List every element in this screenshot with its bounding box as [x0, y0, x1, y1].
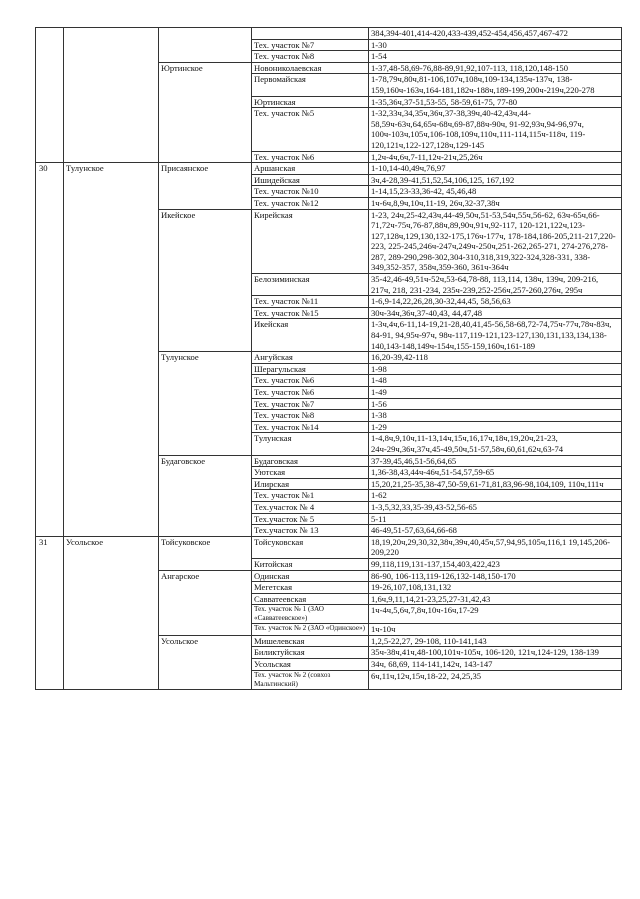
section-name: Ангуйская: [252, 352, 369, 364]
forestry-name: Будаговское: [159, 455, 252, 536]
section-name: Аршанская: [252, 163, 369, 175]
quarters-cell: 1ч-6ч,8,9ч,10ч,11-19, 26ч,32-37,38ч: [369, 197, 622, 209]
quarters-cell: 1-38: [369, 410, 622, 422]
forestry-name: Тулунское: [159, 352, 252, 455]
quarters-cell: 15,20,21,25-35,38-47,50-59,61-71,81,83,96-98,104,109, 110ч,111ч: [369, 478, 622, 490]
section-name: Мишелевская: [252, 635, 369, 647]
forest-district-table: [35, 27, 616, 690]
section-name: Икейская: [252, 319, 369, 352]
section-name: Новониколаевская: [252, 62, 369, 74]
quarters-cell: 1-29: [369, 421, 622, 433]
section-name: Тех. участок №15: [252, 307, 369, 319]
quarters-cell: 1-23, 24ч,25-42,43ч,44-49,50ч,51-53,54ч,55ч,56-62, 63ч-65ч,66-71,72ч-75ч,76-87,88ч,89,90ч,91ч,92-117, 120-121,122ч,123-127,128ч,129,130,132-175,176ч-177ч, 178-184,186-205,211-217,220-223, 225-245,246ч-247ч,249ч-250ч,251-262,265-271, 274-276,278-287, 289-290,298-302,304-310,318,319,322-324,328-331, 338-349,352-357, 358ч,359-360, 361ч-364ч: [369, 209, 622, 274]
quarters-cell: 1-78,79ч,80ч,81-106,107ч,108ч,109-134,135ч-137ч, 138-159,160ч-163ч,164-181,182ч-188ч,189-199,200ч-219ч,220-278: [369, 74, 622, 96]
section-name: Тех. участок № 1 (ЗАО «Савватеевское»): [252, 605, 369, 624]
section-name: Тех. участок №1: [252, 490, 369, 502]
quarters-cell: 19-26,107,108,131,132: [369, 582, 622, 594]
quarters-cell: 1-6,9-14,22,26,28,30-32,44,45, 58,56,63: [369, 296, 622, 308]
quarters-cell: 1,2,5-22,27, 29-108, 110-141,143: [369, 635, 622, 647]
quarters-cell: 1-32,33ч,34,35ч,36ч,37-38,39ч,40-42,43ч,44-58,59ч-63ч,64,65ч-68ч,69-87,88ч-90ч, 91-92,93ч,94-96,97ч, 100ч-103ч,105ч,106-108,109ч,110ч,111-114,115ч-118ч, 119-120,121ч,122-127,128ч,129-145: [369, 108, 622, 151]
section-name: Тех. участок №7: [252, 398, 369, 410]
section-name: Тулунская: [252, 433, 369, 455]
quarters-cell: 1,6ч,9,11,14,21-23,25,27-31,42,43: [369, 593, 622, 605]
table-body: [36, 28, 622, 690]
section-name: Китойская: [252, 558, 369, 570]
quarters-cell: 1,2ч-4ч,6ч,7-11,12ч-21ч,25,26ч: [369, 151, 622, 163]
quarters-cell: 1-30: [369, 39, 622, 51]
section-name: Тех. участок №6: [252, 151, 369, 163]
quarters-cell: 1-3ч,4ч,6-11,14-19,21-28,40,41,45-56,58-68,72-74,75ч-77ч,78ч-83ч, 84-91, 94,95ч-97ч, 98ч-117,119-121,123-127,130,131,133,134,138-140,143-148,149ч-154ч,155-159,160ч,161-189: [369, 319, 622, 352]
quarters-cell: 1-56: [369, 398, 622, 410]
quarters-cell: 1-3,5,32,33,35-39,43-52,56-65: [369, 501, 622, 513]
district-name: [64, 28, 159, 163]
section-name: Ишидейская: [252, 174, 369, 186]
quarters-cell: 1-35,36ч,37-51,53-55, 58-59,61-75, 77-80: [369, 96, 622, 108]
section-name: Шерагульская: [252, 363, 369, 375]
quarters-cell: 18,19,20ч,29,30,32,38ч,39ч,40,45ч,57,94,95,105ч,116,1 19,145,206-209,220: [369, 536, 622, 558]
section-name: Тех.участок № 13: [252, 525, 369, 537]
quarters-cell: 35-42,46-49,51ч-52ч,53-64,78-88, 113,114, 138ч, 139ч, 209-216, 217ч, 218, 231-234, 235ч-239,252-256ч,257-260,276ч, 295ч: [369, 274, 622, 296]
section-name: Савватеевская: [252, 593, 369, 605]
table-row: [36, 28, 622, 40]
district-name: Тулунское: [64, 163, 159, 537]
quarters-cell: 1-48: [369, 375, 622, 387]
quarters-cell: 1,36-38,43,44ч-46ч,51-54,57,59-65: [369, 467, 622, 479]
quarters-cell: 1ч-4ч,5,6ч,7,8ч,10ч-16ч,17-29: [369, 605, 622, 624]
table-row: [36, 163, 622, 175]
quarters-cell: 86-90, 106-113,119-126,132-148,150-170: [369, 570, 622, 582]
section-name: Будаговская: [252, 455, 369, 467]
section-name: Мегетская: [252, 582, 369, 594]
quarters-cell: 37-39,45,46,51-56,64,65: [369, 455, 622, 467]
table-row: [36, 536, 622, 558]
section-name: Тех. участок №11: [252, 296, 369, 308]
section-name: Илирская: [252, 478, 369, 490]
section-name: Тех. участок №5: [252, 108, 369, 151]
section-name: Тех. участок №14: [252, 421, 369, 433]
section-name: Тойсуковская: [252, 536, 369, 558]
quarters-cell: 1-4,8ч,9,10ч,11-13,14ч,15ч,16,17ч,18ч,19,20ч,21-23, 24ч-29ч,36ч,37ч,45-49,50ч,51-57,58ч,60,61,62ч,63-74: [369, 433, 622, 455]
row-number: 30: [36, 163, 64, 537]
section-name: Тех. участок №7: [252, 39, 369, 51]
section-name: Уютская: [252, 467, 369, 479]
quarters-cell: 16,20-39,42-118: [369, 352, 622, 364]
section-name: Тех. участок №8: [252, 51, 369, 63]
quarters-cell: 99,118,119,131-137,154,403,422,423: [369, 558, 622, 570]
section-name: Тех. участок №6: [252, 387, 369, 399]
forestry-name: Тойсуковское: [159, 536, 252, 570]
forestry-name: Ангарское: [159, 570, 252, 635]
forestry-name: Присаянское: [159, 163, 252, 209]
section-name: Тех. участок №10: [252, 186, 369, 198]
section-name: [252, 28, 369, 40]
quarters-cell: 6ч,11ч,12ч,15ч,18-22, 24,25,35: [369, 670, 622, 689]
section-name: Усольская: [252, 659, 369, 671]
forestry-name: Юртинское: [159, 62, 252, 162]
quarters-cell: 1-37,48-58,69-76,88-89,91,92,107-113, 118,120,148-150: [369, 62, 622, 74]
section-name: Белозиминская: [252, 274, 369, 296]
section-name: Тех. участок № 2 (ЗАО «Одинское»): [252, 624, 369, 636]
row-number: 31: [36, 536, 64, 689]
forestry-name: [159, 28, 252, 63]
quarters-cell: 1-49: [369, 387, 622, 399]
quarters-cell: 34ч, 68,69, 114-141,142ч, 143-147: [369, 659, 622, 671]
district-name: Усольское: [64, 536, 159, 689]
section-name: Первомайская: [252, 74, 369, 96]
section-name: Тех.участок № 5: [252, 513, 369, 525]
quarters-cell: 35ч-38ч,41ч,48-100,101ч-105ч, 106-120, 121ч,124-129, 138-139: [369, 647, 622, 659]
quarters-cell: 30ч-34ч,36ч,37-40,43, 44,47,48: [369, 307, 622, 319]
section-name: Кирейская: [252, 209, 369, 274]
section-name: Одинская: [252, 570, 369, 582]
section-name: Тех. участок №12: [252, 197, 369, 209]
section-name: Тех. участок №6: [252, 375, 369, 387]
section-name: Тех.участок № 4: [252, 501, 369, 513]
forestry-name: Усольское: [159, 635, 252, 689]
section-name: Биликтуйская: [252, 647, 369, 659]
section-name: Тех. участок №8: [252, 410, 369, 422]
section-name: Юртинская: [252, 96, 369, 108]
quarters-cell: 1ч-10ч: [369, 624, 622, 636]
row-number: [36, 28, 64, 163]
quarters-cell: 1-62: [369, 490, 622, 502]
quarters-cell: 1-98: [369, 363, 622, 375]
quarters-cell: 46-49,51-57,63,64,66-68: [369, 525, 622, 537]
quarters-cell: 1-14,15,23-33,36-42, 45,46,48: [369, 186, 622, 198]
quarters-cell: 1-10,14-40,49ч,76,97: [369, 163, 622, 175]
quarters-cell: 3ч,4-28,39-41,51,52,54,106,125, 167,192: [369, 174, 622, 186]
quarters-cell: 5-11: [369, 513, 622, 525]
forestry-name: Икейское: [159, 209, 252, 352]
quarters-table: [35, 27, 622, 690]
quarters-cell: 384,394-401,414-420,433-439,452-454,456,457,467-472: [369, 28, 622, 40]
section-name: Тех. участок № 2 (совхоз Мальтинский): [252, 670, 369, 689]
quarters-cell: 1-54: [369, 51, 622, 63]
